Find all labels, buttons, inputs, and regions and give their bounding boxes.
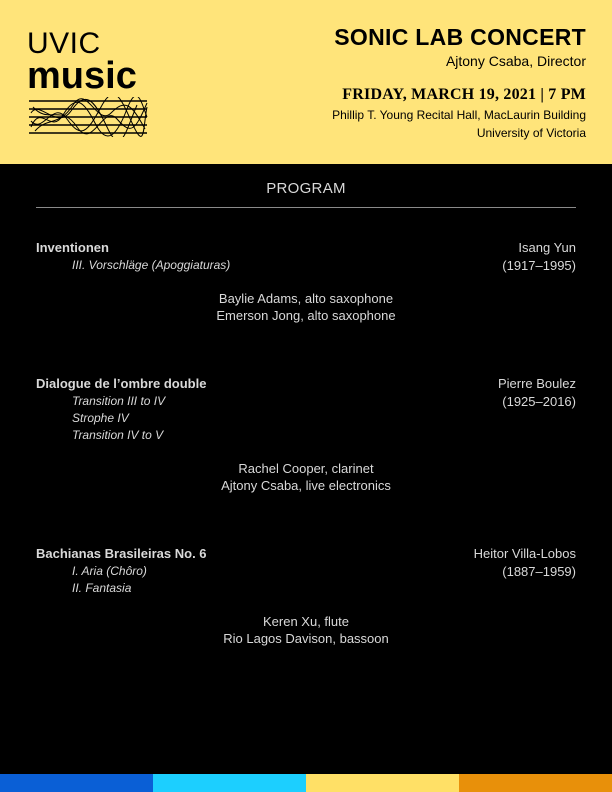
concert-date: FRIDAY, MARCH 19, 2021 | 7 PM: [342, 86, 586, 103]
performer: Emerson Jong, alto saxophone: [216, 308, 396, 323]
composer-name: Pierre Boulez: [497, 376, 576, 391]
performer: Keren Xu, flute: [263, 614, 349, 629]
music-staff-icon: [27, 97, 151, 137]
piece-title: Bachianas Brasileiras No. 6: [36, 546, 207, 561]
movement-title: Strophe IV: [72, 411, 129, 425]
movement-title: Transition III to IV: [72, 394, 166, 408]
university-line: University of Victoria: [476, 126, 586, 140]
stripe-cyan: [153, 774, 306, 792]
composer-name: Heitor Villa-Lobos: [473, 546, 576, 561]
composer-dates: (1887–1959): [502, 564, 576, 579]
concert-title: SONIC LAB CONCERT: [334, 24, 586, 50]
program-divider: [36, 207, 576, 208]
logo-text-uvic: UVIC: [27, 27, 101, 60]
stripe-blue: [0, 774, 153, 792]
color-stripe-footer: [0, 774, 612, 792]
program-heading: PROGRAM: [266, 180, 346, 197]
composer-dates: (1917–1995): [502, 258, 576, 273]
performer: Baylie Adams, alto saxophone: [218, 291, 394, 306]
composer-dates: (1925–2016): [502, 394, 576, 409]
program-piece-dialogue: [36, 376, 576, 498]
performer: Ajtony Csaba, live electronics: [221, 478, 391, 493]
stripe-yellow: [306, 774, 459, 792]
uvic-music-logo: [27, 29, 167, 149]
composer-name: Isang Yun: [518, 240, 576, 255]
movement-title: II. Fantasia: [72, 581, 132, 595]
stripe-orange: [459, 774, 612, 792]
header-banner: [0, 0, 612, 164]
performer: Rio Lagos Davison, bassoon: [223, 631, 389, 646]
program-piece-bachianas: [36, 546, 576, 652]
movement-title: III. Vorschläge (Apoggiaturas): [72, 258, 231, 272]
performer: Rachel Cooper, clarinet: [238, 461, 374, 476]
movement-title: I. Aria (Chôro): [72, 564, 147, 578]
director-line: Ajtony Csaba, Director: [445, 53, 586, 69]
program-piece-inventionen: [36, 240, 576, 330]
movement-title: Transition IV to V: [72, 428, 164, 442]
venue-line: Phillip T. Young Recital Hall, MacLaurin Building: [332, 108, 586, 122]
piece-title: Dialogue de l’ombre double: [36, 376, 207, 391]
logo-text-music: music: [27, 55, 137, 97]
piece-title: Inventionen: [36, 240, 109, 255]
